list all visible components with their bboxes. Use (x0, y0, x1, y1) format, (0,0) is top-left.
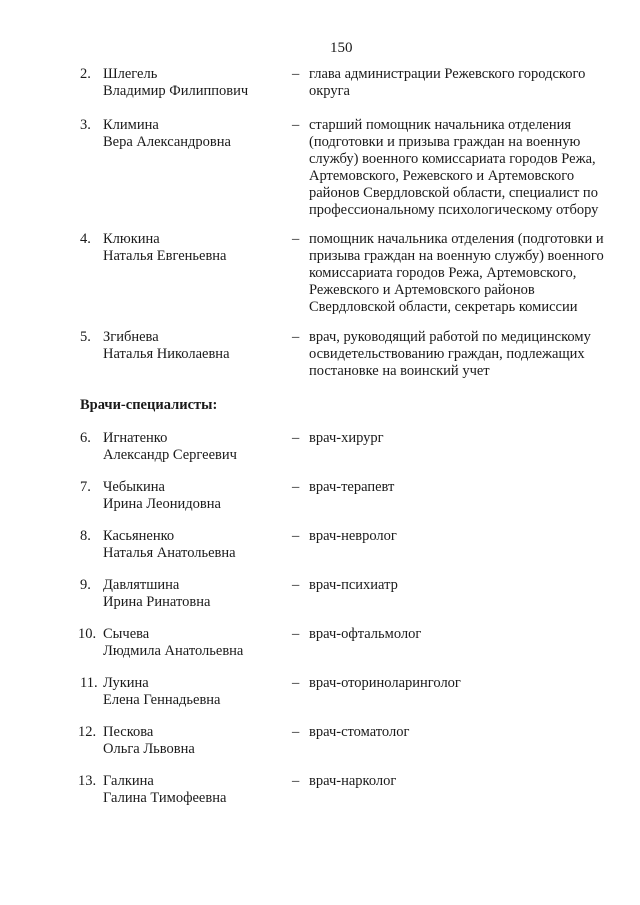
given-name: Ольга Львовна (103, 741, 195, 757)
dash: – (292, 773, 300, 789)
item-number: 8. (80, 528, 91, 544)
item-number: 2. (80, 66, 91, 82)
dash: – (292, 724, 300, 740)
given-name: Наталья Николаевна (103, 346, 230, 362)
item-number: 10. (78, 626, 97, 642)
person-name (103, 231, 283, 265)
person-name (103, 117, 283, 151)
dash: – (292, 675, 300, 691)
given-name: Наталья Анатольевна (103, 545, 236, 561)
role-text: врач, руководящий работой по медицинскому освидетельствованию граждан, подлежащих постановке на воинский учет (309, 329, 591, 379)
surname: Давлятшина (103, 577, 180, 593)
surname: Игнатенко (103, 430, 168, 446)
person-name (103, 773, 283, 807)
item-number: 5. (80, 329, 91, 345)
dash: – (292, 626, 300, 642)
dash: – (292, 528, 300, 544)
item-number: 11. (80, 675, 98, 691)
person-name (103, 675, 283, 709)
surname: Климина (103, 117, 159, 133)
given-name: Наталья Евгеньевна (103, 248, 227, 264)
surname: Згибнева (103, 329, 159, 345)
surname: Шлегель (103, 66, 158, 82)
role-text: врач-терапевт (309, 479, 395, 495)
given-name: Ирина Леонидовна (103, 496, 221, 512)
item-number: 12. (78, 724, 97, 740)
role-text: врач-психиатр (309, 577, 398, 593)
given-name: Александр Сергеевич (103, 447, 237, 463)
given-name: Елена Геннадьевна (103, 692, 221, 708)
item-number: 9. (80, 577, 91, 593)
person-name (103, 479, 283, 513)
surname: Лукина (103, 675, 149, 691)
surname: Галкина (103, 773, 154, 789)
dash: – (292, 329, 300, 345)
item-number: 7. (80, 479, 91, 495)
role-text: врач-оториноларинголог (309, 675, 461, 691)
page-number: 150 (330, 40, 353, 56)
role-text: врач-нарколог (309, 773, 397, 789)
item-number: 4. (80, 231, 91, 247)
given-name: Вера Александровна (103, 134, 231, 150)
dash: – (292, 117, 300, 133)
person-name (103, 577, 283, 611)
given-name: Владимир Филиппович (103, 83, 249, 99)
role-text: врач-хирург (309, 430, 384, 446)
person-name (103, 626, 283, 660)
role-text: врач-офтальмолог (309, 626, 422, 642)
dash: – (292, 430, 300, 446)
person-name (103, 430, 283, 464)
given-name: Людмила Анатольевна (103, 643, 244, 659)
person-name (103, 528, 283, 562)
person-name (103, 724, 283, 758)
person-name (103, 66, 283, 100)
item-number: 6. (80, 430, 91, 446)
item-number: 3. (80, 117, 91, 133)
dash: – (292, 231, 300, 247)
surname: Чебыкина (103, 479, 165, 495)
role-text: помощник начальника отделения (подготовки и призыва граждан на военную службу) военного комиссариата городов Режа, Артемовского, Режевского и Артемовского районов Свердловской области, секретарь комиссии (309, 231, 604, 315)
given-name: Ирина Ринатовна (103, 594, 211, 610)
surname: Клюкина (103, 231, 160, 247)
person-name (103, 329, 283, 363)
dash: – (292, 66, 300, 82)
surname: Сычева (103, 626, 150, 642)
surname: Пескова (103, 724, 154, 740)
given-name: Галина Тимофеевна (103, 790, 227, 806)
section-heading: Врачи-специалисты: (80, 397, 218, 413)
dash: – (292, 479, 300, 495)
surname: Касьяненко (103, 528, 175, 544)
dash: – (292, 577, 300, 593)
role-text: врач-стоматолог (309, 724, 410, 740)
item-number: 13. (78, 773, 97, 789)
role-text: старший помощник начальника отделения (подготовки и призыва граждан на военную службу) военного комиссариата городов Режа, Артемовского, Режевского и Артемовского районов Свердловской области, специалист по профессиональному психологическому отбору (309, 117, 599, 218)
role-text: глава администрации Режевского городского округа (309, 66, 586, 99)
role-text: врач-невролог (309, 528, 397, 544)
